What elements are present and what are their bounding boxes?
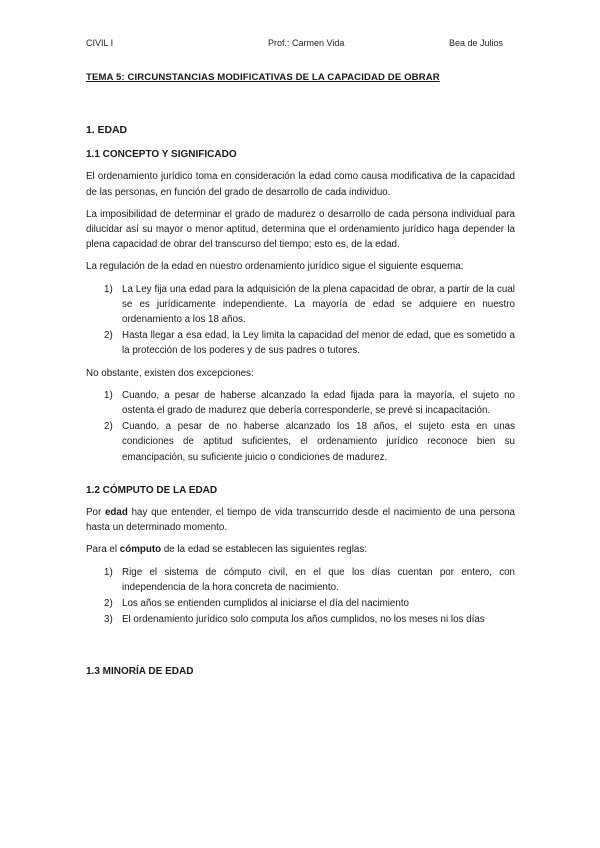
list-number: 1): [104, 389, 113, 401]
section-heading-edad: 1. EDAD: [86, 125, 127, 136]
paragraph: La regulación de la edad en nuestro ordenamiento jurídico sigue el siguiente esquema:: [86, 261, 464, 273]
paragraph: No obstante, existen dos excepciones:: [86, 367, 254, 379]
list-item: [86, 596, 515, 611]
subsection-heading-computo: 1.2 CÓMPUTO DE LA EDAD: [86, 484, 218, 496]
header-professor: Prof.: Carmen Vida: [268, 38, 345, 48]
list-text: La Ley fija una edad para la adquisición de la plena capacidad de obrar, a partir de la cual se es jurídicamente independiente. La mayoría de edad se adquiere en nuestro ordenamiento a los 18 años.: [122, 283, 515, 326]
list-text: Hasta llegar a esa edad, la Ley limita la capacidad del menor de edad, que es sometido a la protección de los poderes y de sus padres o tutores.: [122, 330, 515, 357]
list-number: 1): [104, 566, 113, 578]
subsection-heading-minoria: 1.3 MINORÍA DE EDAD: [86, 666, 194, 678]
document-body: [86, 123, 515, 687]
document-title: TEMA 5: CIRCUNSTANCIAS MODIFICATIVAS DE LA CAPACIDAD DE OBRAR: [86, 72, 440, 83]
text-run: de la edad se establecen las siguientes reglas:: [161, 544, 367, 556]
numbered-list: [86, 565, 515, 628]
header-author: Bea de Julios: [449, 38, 504, 48]
list-number: 3): [104, 614, 113, 626]
list-item: [86, 328, 515, 358]
list-text: Rige el sistema de cómputo civil, en el que los días cuentan por entero, con independencia de la hora concreta de nacimiento.: [122, 566, 515, 593]
header-course: CIVIL I: [86, 38, 114, 48]
paragraph: La imposibilidad de determinar el grado de madurez o desarrollo de cada persona individual para dilucidar así su mayor o menor aptitud, determina que el ordenamiento jurídico haga depender la plena capacidad de obrar del transcurso del tiempo; esto es, de la edad.: [86, 208, 515, 251]
numbered-list: [86, 388, 515, 465]
paragraph: El ordenamiento jurídico toma en consideración la edad como causa modificativa de la capacidad de las personas, en función del grado de desarrollo de cada individuo.: [86, 171, 515, 198]
list-item: [86, 282, 515, 328]
list-number: 2): [104, 421, 113, 433]
numbered-list: [86, 282, 515, 359]
paragraph: [86, 542, 515, 557]
list-item: [86, 388, 515, 418]
subsection-heading-concepto: 1.1 CONCEPTO Y SIGNIFICADO: [86, 149, 237, 161]
list-number: 2): [104, 330, 113, 342]
text-run: Por: [86, 507, 105, 519]
list-text: Los años se entienden cumplidos al iniciarse el día del nacimiento: [122, 598, 410, 610]
list-item: [86, 565, 515, 595]
spacer: [86, 634, 515, 664]
list-text: Cuando, a pesar de haberse alcanzado la edad fijada para la mayoría, el sujeto no ostenta el grado de madurez que debería corresponderle, se prevé si incapacitación.: [122, 389, 515, 417]
list-item: [86, 612, 515, 627]
list-number: 2): [104, 598, 113, 610]
spacer: [86, 472, 515, 483]
text-run: Para el: [86, 544, 120, 556]
list-number: 1): [104, 283, 113, 295]
text-run: hay que entender, el tiempo de vida transcurrido desde el nacimiento de una persona hasta un determinado momento.: [86, 507, 516, 534]
list-text: El ordenamiento jurídico solo computa los años cumplidos, no los meses ni los días: [122, 614, 485, 626]
paragraph: [86, 505, 515, 535]
bold-term: edad: [104, 507, 128, 519]
list-item: [86, 419, 515, 465]
list-text: Cuando, a pesar de no haberse alcanzado los 18 años, el sujeto esta en unas condiciones de aptitud suficientes, el ordenamiento jurídico reconoce bien su emancipación, su suficiente juicio o condiciones de madurez.: [122, 421, 515, 463]
bold-term: cómputo: [119, 544, 162, 556]
